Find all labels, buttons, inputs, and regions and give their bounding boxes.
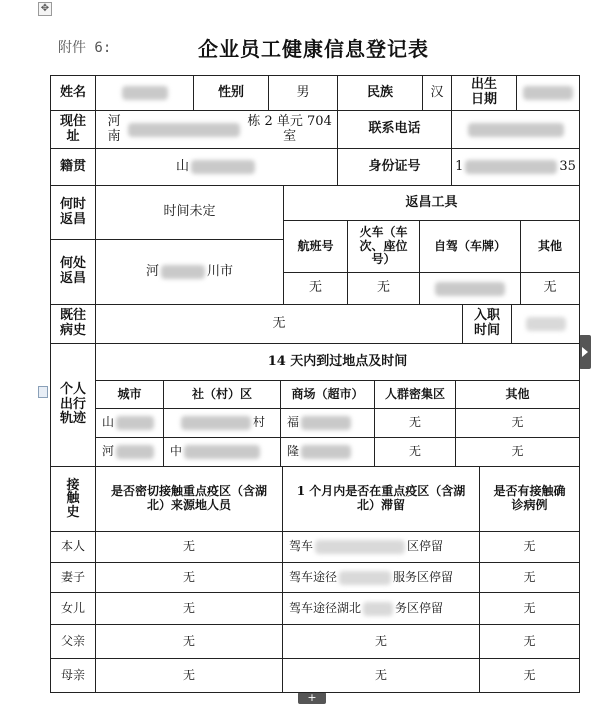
person-wife: 妻子 <box>50 562 96 593</box>
document-marker-icon <box>38 386 48 398</box>
trajectory-row1-community[interactable]: 村 <box>163 408 281 438</box>
daughter-stayed[interactable]: 驾车途径湖北 务区停留 <box>282 592 480 625</box>
origin-value[interactable] <box>95 148 338 186</box>
address-value[interactable] <box>95 110 338 149</box>
trajectory-row1-city[interactable]: 山 <box>95 408 164 438</box>
attachment-label: 附件 6: <box>58 40 112 56</box>
person-mother: 母亲 <box>50 658 96 693</box>
phone-label: 联系电话 <box>337 110 452 149</box>
other-tool-value[interactable]: 无 <box>520 272 580 305</box>
birth-value[interactable] <box>516 75 580 111</box>
address-suffix: 栋 2 单元 704 室 <box>247 113 332 144</box>
entry-time-value[interactable] <box>511 304 580 344</box>
other-place-header: 其他 <box>455 380 580 409</box>
ethnic-value[interactable]: 汉 <box>422 75 452 111</box>
mother-stayed[interactable]: 无 <box>282 658 480 693</box>
return-when-value[interactable]: 时间未定 <box>95 185 284 240</box>
daughter-close-contact[interactable]: 无 <box>95 592 283 625</box>
origin-label: 籍贯 <box>50 148 96 186</box>
return-tools-header: 返昌工具 <box>283 185 580 221</box>
contact-col-stayed: 1 个月内是否在重点疫区（含湖 北）滞留 <box>282 466 480 532</box>
form-header <box>50 25 580 69</box>
contact-col-close-contact: 是否密切接触重点疫区（含湖 北）来源地人员 <box>95 466 283 532</box>
trajectory-row2-other[interactable]: 无 <box>455 437 580 467</box>
form-title: 企业员工健康信息登记表 <box>198 37 429 61</box>
trajectory-row2-community[interactable]: 中 <box>163 437 281 467</box>
trajectory-row1-other[interactable]: 无 <box>455 408 580 438</box>
mother-confirmed[interactable]: 无 <box>479 658 580 693</box>
self-stayed[interactable]: 驾车 区停留 <box>282 531 480 563</box>
origin-prefix: 山 <box>175 158 189 174</box>
mother-close-contact[interactable]: 无 <box>95 658 283 693</box>
gender-value[interactable]: 男 <box>268 75 338 111</box>
person-self: 本人 <box>50 531 96 563</box>
father-confirmed[interactable]: 无 <box>479 624 580 659</box>
trajectory-row2-crowd[interactable]: 无 <box>374 437 456 467</box>
table-move-handle-icon[interactable]: ✥ <box>38 2 52 16</box>
idcard-value[interactable] <box>451 148 580 186</box>
birth-label: 出生 日期 <box>451 75 517 111</box>
wife-stayed[interactable]: 驾车途径 服务区停留 <box>282 562 480 593</box>
contact-col-confirmed: 是否有接触确 诊病例 <box>479 466 580 532</box>
other-tool-header: 其他 <box>520 220 580 273</box>
history-label: 既往 病史 <box>50 304 96 344</box>
address-label: 现住 址 <box>50 110 96 149</box>
idcard-prefix: 1 <box>455 158 464 174</box>
idcard-suffix: 35 <box>559 158 576 174</box>
crowd-area-header: 人群密集区 <box>374 380 456 409</box>
self-confirmed[interactable]: 无 <box>479 531 580 563</box>
flight-header: 航班号 <box>283 220 348 273</box>
history-value[interactable]: 无 <box>95 304 463 344</box>
ethnic-label: 民族 <box>337 75 423 111</box>
return-where-suffix: 川市 <box>207 263 234 279</box>
idcard-label: 身份证号 <box>337 148 452 186</box>
return-when-label: 何时 返昌 <box>50 185 96 240</box>
father-close-contact[interactable]: 无 <box>95 624 283 659</box>
add-row-button[interactable]: + <box>298 692 326 704</box>
phone-value[interactable] <box>451 110 580 149</box>
name-label: 姓名 <box>50 75 96 111</box>
return-where-prefix: 河 <box>145 263 159 279</box>
entry-time-label: 入职 时间 <box>462 304 512 344</box>
mall-header: 商场（超市） <box>280 380 375 409</box>
train-value[interactable]: 无 <box>347 272 420 305</box>
person-father: 父亲 <box>50 624 96 659</box>
daughter-confirmed[interactable]: 无 <box>479 592 580 625</box>
trajectory-row2-city[interactable]: 河 <box>95 437 164 467</box>
trajectory-row1-mall[interactable]: 福 <box>280 408 375 438</box>
train-header: 火车（车 次、座位 号） <box>347 220 420 273</box>
return-where-value[interactable] <box>95 239 284 305</box>
name-value[interactable] <box>95 75 194 111</box>
address-prefix: 河南 <box>107 113 121 144</box>
contact-label: 接 触 史 <box>50 466 96 532</box>
self-close-contact[interactable]: 无 <box>95 531 283 563</box>
car-header: 自驾（车牌） <box>419 220 521 273</box>
flight-value[interactable]: 无 <box>283 272 348 305</box>
gender-label: 性别 <box>193 75 269 111</box>
community-header: 社（村）区 <box>163 380 281 409</box>
wife-confirmed[interactable]: 无 <box>479 562 580 593</box>
father-stayed[interactable]: 无 <box>282 624 480 659</box>
wife-close-contact[interactable]: 无 <box>95 562 283 593</box>
trajectory-row2-mall[interactable]: 隆 <box>280 437 375 467</box>
return-where-label: 何处 返昌 <box>50 239 96 305</box>
person-daughter: 女儿 <box>50 592 96 625</box>
car-plate-value[interactable] <box>419 272 521 305</box>
trajectory-label: 个人 出行 轨迹 <box>50 343 96 467</box>
trajectory-row1-crowd[interactable]: 无 <box>374 408 456 438</box>
right-expand-tab[interactable] <box>579 335 591 369</box>
city-header: 城市 <box>95 380 164 409</box>
trajectory-header: 14 天内到过地点及时间 <box>95 343 580 381</box>
